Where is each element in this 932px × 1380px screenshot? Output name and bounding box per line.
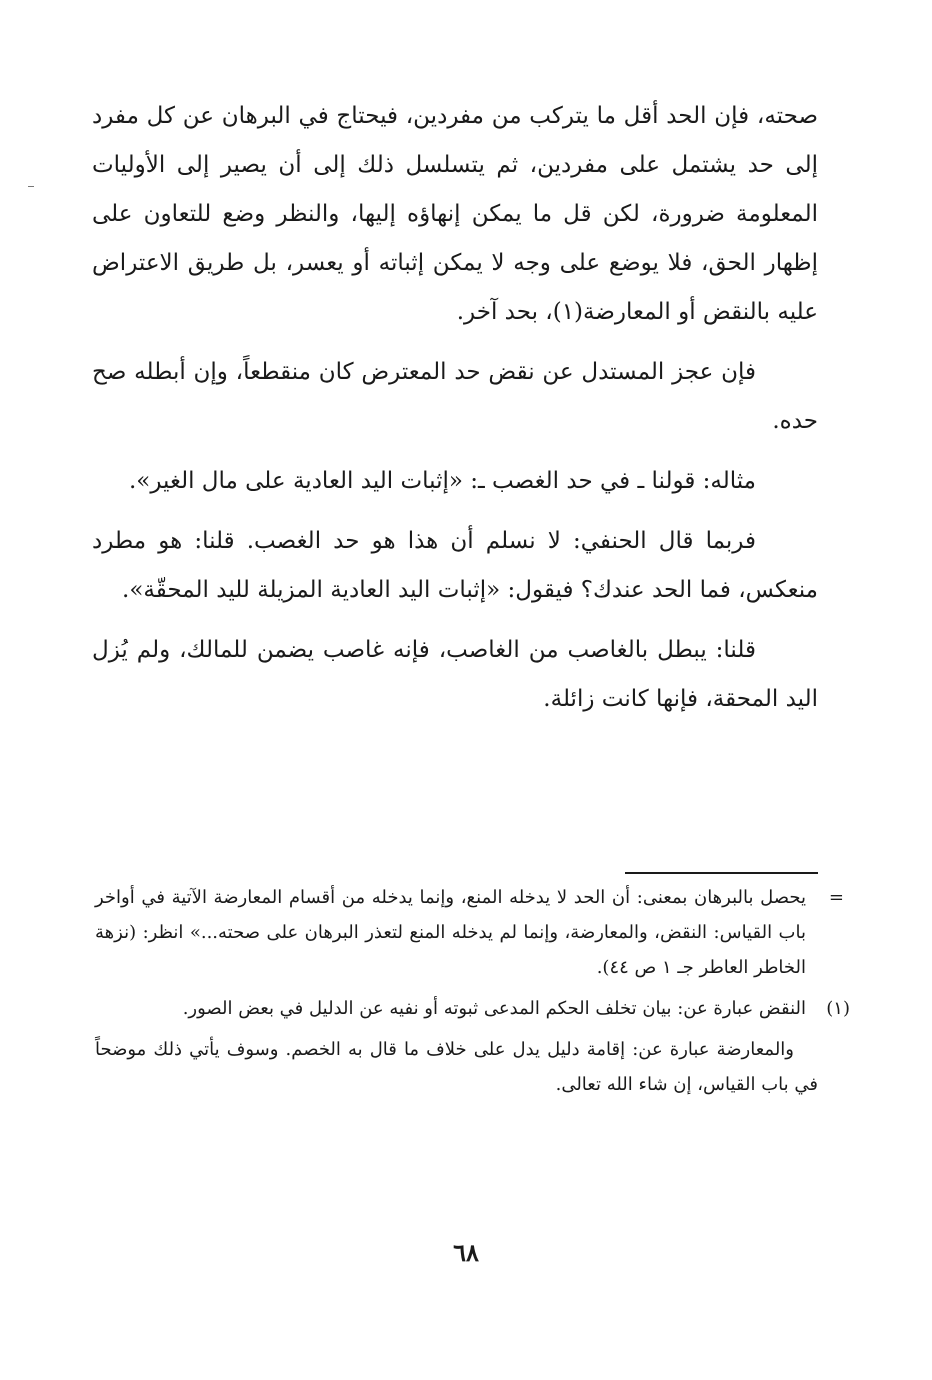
continuation-marker: = xyxy=(828,887,844,908)
page-number: ٦٨ xyxy=(453,1238,479,1267)
footnote-1-text: النقض عبارة عن: بيان تخلف الحكم المدعى ثبوته أو نفيه عن الدليل في بعض الصور. xyxy=(182,998,806,1019)
footnote-1 xyxy=(95,991,850,1026)
footnote-1-continuation: والمعارضة عبارة عن: إقامة دليل يدل على خلاف ما قال به الخصم. وسوف يأتي ذلك موضحاً في باب القياس، إن شاء الله تعالى. xyxy=(95,1039,818,1095)
main-text xyxy=(92,92,818,735)
paragraph-4: فربما قال الحنفي: لا نسلم أن هذا هو حد الغصب. قلنا: هو مطرد منعكس، فما الحد عندك؟ فيقول: «إثبات اليد العادية المزيلة لليد المحقّة». xyxy=(92,528,818,603)
footnote-separator xyxy=(625,872,818,874)
paragraph-2: فإن عجز المستدل عن نقض حد المعترض كان منقطعاً، وإن أبطله صح حده. xyxy=(92,359,818,434)
paragraph-1: صحته، فإن الحد أقل ما يتركب من مفردين، فيحتاج في البرهان عن كل مفرد إلى حد يشتمل على مفردين، ثم يتسلسل ذلك إلى أن يصير إلى الأوليات المعلومة ضرورة، لكن قل ما يمكن إنهاؤه إليها، والنظر وضع للتعاون على إظهار الحق، فلا يوضع على وجه لا يمكن إثباته أو يعسر، بل طريق الاعتراض عليه بالنقض أو المعارضة(١)، بحد آخر. xyxy=(92,103,818,325)
footnote-1-marker: (١) xyxy=(826,998,850,1019)
footnote-continuation xyxy=(95,880,844,985)
margin-tick xyxy=(28,186,34,187)
continuation-text: يحصل بالبرهان بمعنى: أن الحد لا يدخله المنع، وإنما يدخله من أقسام المعارضة الآتية في أواخر باب القياس: النقض، والمعارضة، وإنما لم يدخله المنع لتعذر البرهان على صحته...» انظر: (نزهة الخاطر العاطر جـ ١ ص ٤٤). xyxy=(95,887,806,978)
paragraph-5: قلنا: يبطل بالغاصب من الغاصب، فإنه غاصب يضمن للمالك، ولم يُزل اليد المحقة، فإنها كانت زائلة. xyxy=(92,637,818,712)
paragraph-3: مثاله: قولنا ـ في حد الغصب ـ: «إثبات اليد العادية على مال الغير». xyxy=(128,468,756,494)
footnotes xyxy=(95,880,850,1108)
